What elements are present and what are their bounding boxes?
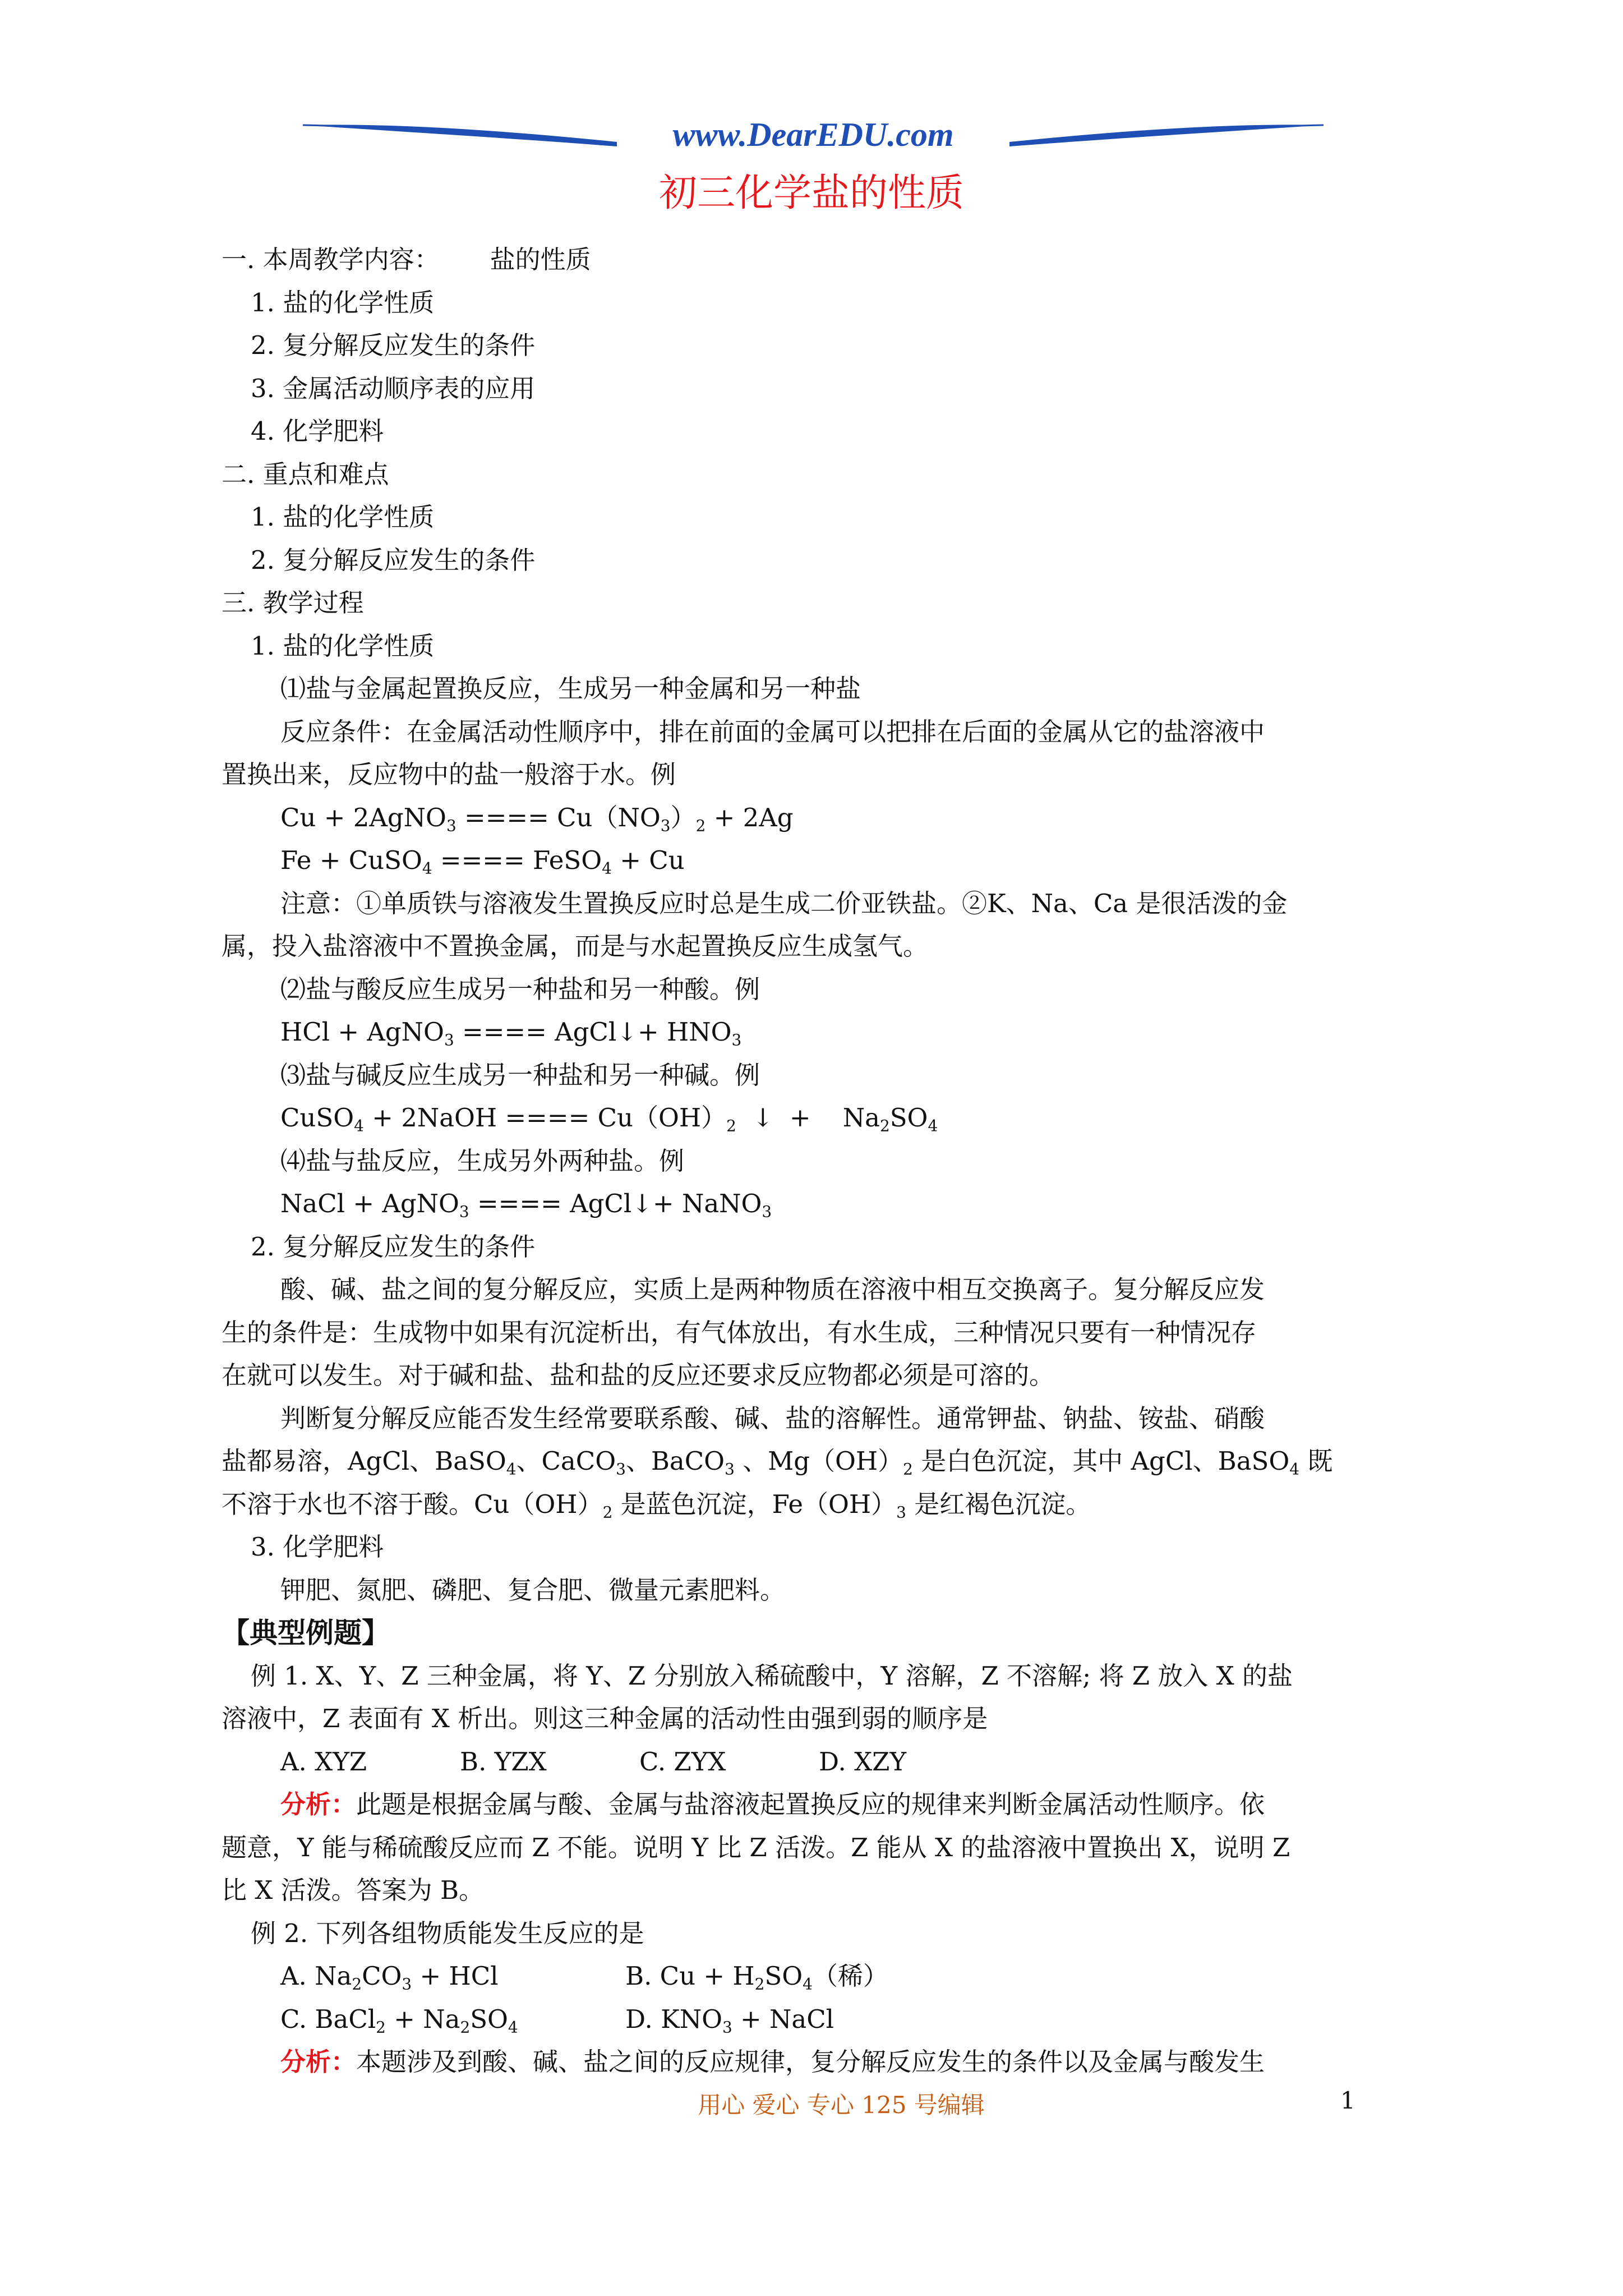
paragraph-line: 在就可以发生。对于碱和盐、盐和盐的反应还要求反应物都必须是可溶的。 [222, 1360, 1055, 1390]
paragraph-line: ⑷盐与盐反应，生成另外两种盐。例 [280, 1145, 685, 1176]
content-item: 4. 化学肥料 [251, 416, 384, 446]
paragraph-line: 属，投入盐溶液中不置换金属，而是与水起置换反应生成氢气。 [222, 931, 929, 961]
analysis-label: 分析： [280, 1789, 357, 1819]
subsection-heading: 2. 复分解反应发生的条件 [251, 1231, 536, 1262]
equation: NaCl + AgNO$_3$ ==== AgCl↓+ NaNO$_3$ [280, 1189, 772, 1221]
page-title: 初三化学盐的性质 [658, 171, 964, 215]
section-3-heading: 三. 教学过程 [222, 588, 364, 618]
option-c: C. BaCl$_2$ + $Na_2SO_4$ [280, 2004, 518, 2036]
example-1-options [222, 1741, 1424, 1784]
analysis-paragraph: 分析：此题是根据金属与酸、金属与盐溶液起置换反应的规律来判断金属活动性顺序。依 [280, 1789, 1265, 1819]
page-number: 1 [1340, 2087, 1355, 2114]
examples-heading: 【典型例题】 [222, 1616, 390, 1649]
equation: HCl + AgNO$_3$ ==== AgCl↓+ $HNO_3$ [280, 1017, 742, 1050]
equation: CuSO$_4$ + 2NaOH ==== $Cu(OH)_2$ ↓ + $Na_2SO_4$ [280, 1103, 938, 1135]
option-a: A. XYZ [280, 1746, 367, 1777]
example-2-options [222, 1955, 1424, 1998]
subsection-heading: 3. 化学肥料 [251, 1532, 384, 1562]
content-item: 2. 复分解反应发生的条件 [251, 545, 536, 575]
paragraph-line: 题意，Y 能与稀硫酸反应而 Z 不能。说明 Y 比 Z 活泼。Z 能从 X 的盐溶液中置换出 X，说明 Z [222, 1832, 1290, 1862]
example-2-options [222, 1998, 1424, 2041]
paragraph-line: 反应条件：在金属活动性顺序中，排在前面的金属可以把排在后面的金属从它的盐溶液中 [280, 716, 1265, 747]
paragraph-line: 置换出来，反应物中的盐一般溶于水。例 [222, 760, 676, 789]
paragraph-line: 判断复分解反应能否发生经常要联系酸、碱、盐的溶解性。通常钾盐、钠盐、铵盐、硝酸 [280, 1403, 1265, 1433]
section-2-heading: 二. 重点和难点 [222, 459, 389, 489]
paragraph-line: 钾肥、氮肥、磷肥、复合肥、微量元素肥料。 [280, 1575, 786, 1605]
content-item: 2. 复分解反应发生的条件 [251, 330, 536, 360]
paragraph-line: ⑵盐与酸反应生成另一种盐和另一种酸。例 [280, 974, 760, 1004]
paragraph-line: 溶液中，Z 表面有 X 析出。则这三种金属的活动性由强到弱的顺序是 [222, 1704, 988, 1733]
option-d: D. XZY [819, 1746, 907, 1777]
equation: Fe + CuSO$_4$ ==== FeSO$_4$ + Cu [280, 845, 685, 878]
equation: Cu + 2AgNO$_3$ ==== $Cu(NO_3)_2 + 2Ag$ [280, 802, 794, 835]
site-header [303, 115, 1324, 154]
option-b: B. $Cu + H_2SO_4$（稀） [625, 1961, 888, 1994]
paragraph-line: ⑶盐与碱反应生成另一种盐和另一种碱。例 [280, 1060, 760, 1090]
document-body [222, 238, 1424, 2084]
paragraph-line: 盐都易溶，AgCl、BaSO$_4$、CaCO$_3$、BaCO$_3$ 、$Mg(OH)_2$ 是白色沉淀，其中 AgCl、BaSO$_4$ 既 [222, 1446, 1333, 1479]
analysis-paragraph: 分析：本题涉及到酸、碱、盐之间的反应规律，复分解反应发生的条件以及金属与酸发生 [280, 2047, 1265, 2077]
option-a: A. $Na_2CO_3$ + HCl [280, 1961, 499, 1994]
page-footer [0, 2087, 1623, 2120]
option-c: C. ZYX [639, 1746, 726, 1777]
section-1-heading: 一. 本周教学内容： 盐的性质 [222, 245, 591, 274]
paragraph-line: 不溶于水也不溶于酸。$Cu(OH)_2$ 是蓝色沉淀，$Fe(OH)_3$ 是红褐色沉淀。 [222, 1489, 1091, 1521]
option-b: B. YZX [460, 1746, 547, 1777]
subsection-heading: 1. 盐的化学性质 [251, 631, 435, 661]
footer-text: 用心 爱心 专心 125 号编辑 [698, 2091, 985, 2119]
option-d: D. $KNO_3$ + NaCl [625, 2004, 834, 2036]
analysis-label: 分析： [280, 2047, 357, 2077]
paragraph-line: ⑴盐与金属起置换反应，生成另一种金属和另一种盐 [280, 674, 861, 703]
example-2-question: 例 2. 下列各组物质能发生反应的是 [251, 1918, 644, 1948]
paragraph-line: 酸、碱、盐之间的复分解反应，实质上是两种物质在溶液中相互交换离子。复分解反应发 [280, 1274, 1265, 1304]
content-item: 1. 盐的化学性质 [251, 287, 435, 318]
paragraph-line: 生的条件是：生成物中如果有沉淀析出，有气体放出，有水生成，三种情况只要有一种情况存 [222, 1317, 1257, 1347]
example-1-question: 例 1. X、Y、Z 三种金属，将 Y、Z 分别放入稀硫酸中，Y 溶解，Z 不溶解; 将 Z 放入 X 的盐 [251, 1660, 1293, 1691]
paragraph-line: 注意：①单质铁与溶液发生置换反应时总是生成二价亚铁盐。②K、Na、Ca 是很活泼的金 [280, 888, 1288, 918]
content-item: 1. 盐的化学性质 [251, 502, 435, 532]
site-logo-text[interactable]: www.DearEDU.com [672, 116, 954, 153]
content-item: 3. 金属活动顺序表的应用 [251, 373, 536, 403]
paragraph-line: 比 X 活泼。答案为 B。 [222, 1875, 485, 1905]
